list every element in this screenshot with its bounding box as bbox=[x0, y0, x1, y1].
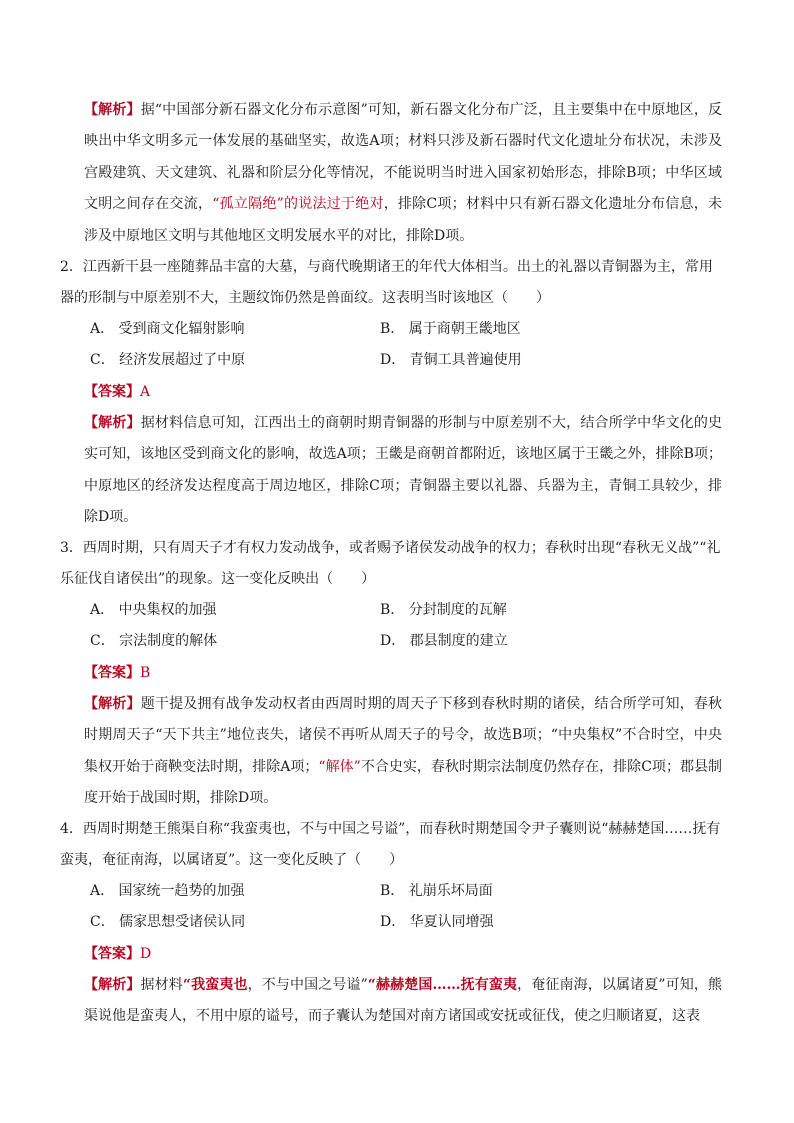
q3-analysis-text: 题干提及拥有战争发动权者由西周时期的周天子下移到春秋时期的诸侯，结合所学可知，春秋时期周天子“天下共主”地位丧失，诸侯不再听从周天子的号令，故选B项；“中央集权”不合时空，中央集权开始于商鞅变法时期，排除A项； bbox=[84, 696, 723, 775]
q4-option-a[interactable]: A． 国家统一趋势的加强 bbox=[90, 883, 245, 899]
q4-options-row-1 bbox=[90, 876, 710, 907]
q3-option-a[interactable]: A． 中央集权的加强 bbox=[90, 602, 217, 618]
q2-options-row-2 bbox=[90, 345, 710, 376]
analysis-tag: 【解析】 bbox=[84, 977, 141, 993]
q2-analysis bbox=[84, 408, 722, 534]
q1-analysis-highlight: “孤立隔绝”的说法过于绝对 bbox=[212, 196, 384, 213]
q3-analysis-text-2: 不合史实，春秋时期宗法制度仍然存在，排除C项；郡县制度开始于战国时期，排除D项。 bbox=[84, 758, 722, 807]
q2-option-c[interactable]: C． 经济发展超过了中原 bbox=[90, 352, 246, 368]
q2-stem bbox=[60, 252, 722, 315]
q3-number: 3． bbox=[60, 540, 83, 556]
q3-option-c[interactable]: C． 宗法制度的解体 bbox=[90, 633, 218, 649]
q4-analysis-highlight-1: “我蛮夷也 bbox=[182, 977, 248, 993]
q3-analysis-highlight: “解体” bbox=[318, 758, 361, 775]
q3-stem bbox=[60, 533, 722, 596]
q1-analysis bbox=[84, 95, 722, 252]
q4-analysis bbox=[84, 970, 722, 1033]
analysis-tag: 【解析】 bbox=[84, 415, 141, 431]
q3-answer bbox=[84, 658, 150, 689]
q3-options-row-2 bbox=[90, 626, 710, 657]
q1-analysis-text: 据“中国部分新石器文化分布示意图”可知，新石器文化分布广泛，且主要集中在中原地区，反映出中华文明多元一体发展的基础坚实，故选A项；材料只涉及新石器时代文化遗址分布状况，未涉及宫殿建筑、天文建筑、礼器和阶层分化等情况，不能说明当时进入国家初始形态，排除B项；中华区域文明之间存在交流， bbox=[84, 102, 723, 213]
q2-answer bbox=[84, 377, 150, 408]
answer-tag: 【答案】 bbox=[84, 384, 140, 400]
q4-stem bbox=[60, 814, 722, 877]
q3-option-b[interactable]: B． 分封制度的瓦解 bbox=[380, 602, 507, 618]
analysis-tag: 【解析】 bbox=[84, 102, 141, 118]
q4-option-c[interactable]: C． 儒家思想受诸侯认同 bbox=[90, 914, 246, 930]
q4-stem-text: 西周时期楚王熊渠自称“我蛮夷也，不与中国之号谥”，而春秋时期楚国令尹子囊则说“赫赫楚国……抚有蛮夷，奄征南海，以属诸夏”。这一变化反映了（ ） bbox=[60, 821, 721, 869]
q2-answer-value: A bbox=[140, 384, 151, 400]
q3-stem-text: 西周时期，只有周天子才有权力发动战争，或者赐予诸侯发动战争的权力；春秋时出现“春秋无义战”“礼乐征伐自诸侯出”的现象。这一变化反映出（ ） bbox=[60, 540, 721, 588]
q1-analysis-text-2: ，排除C项；材料中只有新石器文化遗址分布信息，未涉及中原地区文明与其他地区文明发展水平的对比，排除D项。 bbox=[84, 196, 722, 244]
q2-number: 2． bbox=[60, 259, 83, 275]
q4-analysis-text-1: ，不与中国之号谥” bbox=[247, 977, 368, 993]
q3-analysis bbox=[84, 689, 722, 815]
q2-option-a[interactable]: A． 受到商文化辐射影响 bbox=[90, 321, 245, 337]
q4-analysis-highlight-2: “赫赫楚国……抚有蛮夷 bbox=[367, 977, 518, 993]
q4-option-d[interactable]: D． 华夏认同增强 bbox=[380, 914, 494, 930]
q4-analysis-text-0: 据材料 bbox=[140, 977, 183, 993]
q4-options-row-2 bbox=[90, 907, 710, 938]
q2-option-b[interactable]: B． 属于商朝王畿地区 bbox=[380, 321, 521, 337]
q3-option-d[interactable]: D． 郡县制度的建立 bbox=[380, 633, 508, 649]
q2-option-d[interactable]: D． 青铜工具普遍使用 bbox=[380, 352, 522, 368]
q3-answer-value: B bbox=[140, 665, 151, 681]
q3-options-row-1 bbox=[90, 595, 710, 626]
answer-tag: 【答案】 bbox=[84, 946, 140, 962]
answer-tag: 【答案】 bbox=[84, 665, 140, 681]
q4-number: 4． bbox=[60, 821, 83, 837]
q4-answer-value: D bbox=[140, 946, 152, 962]
analysis-tag: 【解析】 bbox=[84, 696, 141, 712]
q2-analysis-text: 据材料信息可知，江西出土的商朝时期青铜器的形制与中原差别不大，结合所学中华文化的史实可知，该地区受到商文化的影响，故选A项；王畿是商朝首都附近，该地区属于王畿之外，排除B项；中原地区的经济发达程度高于周边地区，排除C项；青铜器主要以礼器、兵器为主，青铜工具较少，排除D项。 bbox=[84, 415, 723, 526]
q2-options-row-1 bbox=[90, 314, 710, 345]
q4-answer bbox=[84, 939, 151, 970]
q4-option-b[interactable]: B． 礼崩乐坏局面 bbox=[380, 883, 493, 899]
q2-stem-text: 江西新干县一座随葬品丰富的大墓，与商代晚期诸王的年代大体相当。出土的礼器以青铜器为主，常用器的形制与中原差别不大，主题纹饰仍然是兽面纹。这表明当时该地区（ ） bbox=[60, 259, 713, 307]
q4-analysis-text-2: ，奄征南海，以属诸夏”可知，熊渠说他是蛮夷人，不用中原的谥号，而子囊认为楚国对南方诸国或安抚或征伐，使之归顺诸夏，这表 bbox=[84, 977, 722, 1025]
